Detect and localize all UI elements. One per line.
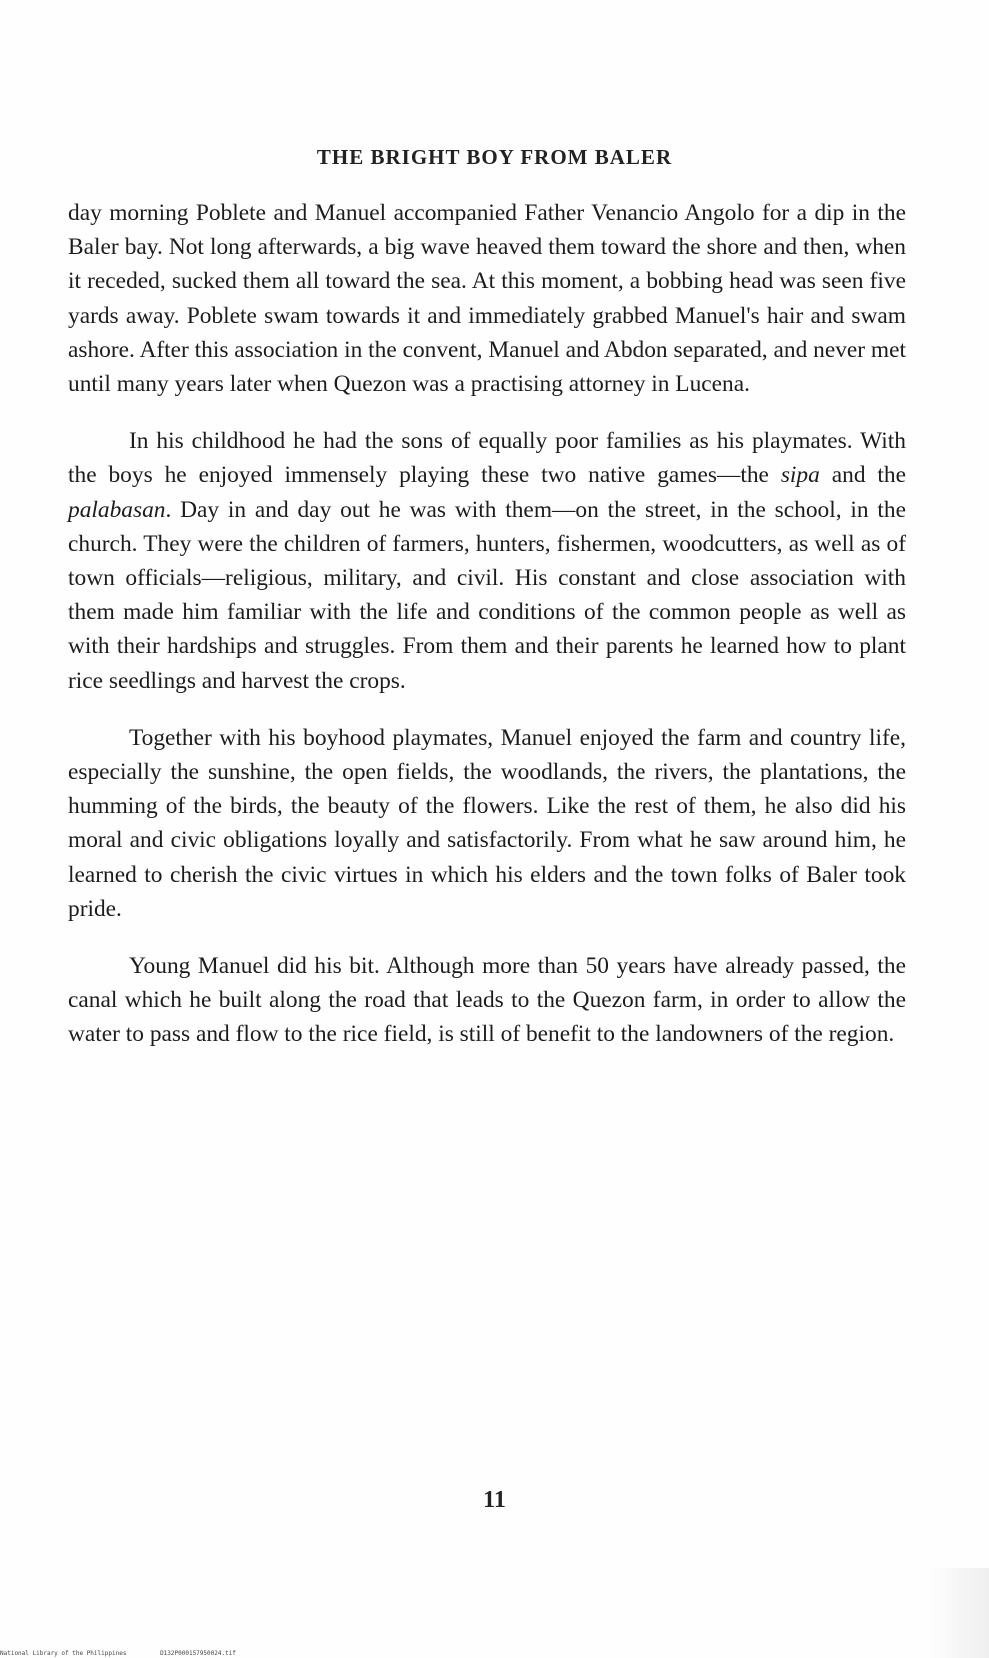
footer-institution: National Library of the Philippines xyxy=(0,1650,127,1657)
italic-term: sipa xyxy=(780,462,820,489)
footer-file-id: D132P000157950024.tif xyxy=(160,1650,236,1657)
page-number: 11 xyxy=(483,1487,506,1513)
running-title: THE BRIGHT BOY FROM BALER xyxy=(316,145,673,169)
paragraph-3: Together with his boyhood playmates, Manuel enjoyed the farm and country life, especially the sunshine, the open fields, the woodlands, the rivers, the plantations, the humming of the birds, the beauty of the flowers. Like the rest of them, he also did his moral and civic obligations loyally and satisfactorily. From what he saw around him, he learned to cherish the civic virtues in which his elders and the town folks of Baler took pride. xyxy=(68,724,906,922)
italic-term: palabasan xyxy=(68,496,166,523)
paragraph-1: day morning Poblete and Manuel accompanied Father Venancio Angolo for a dip in the Baler bay. Not long afterwards, a big wave heaved them toward the shore and then, when it receded, sucked them all toward the sea. At this moment, a bobbing head was seen five yards away. Poblete swam towards it and immediately grabbed Manuel's hair and swam ashore. After this association in the convent, Manuel and Abdon separated, and never met until many years later when Quezon was a practising attorney in Lucena. xyxy=(68,200,906,398)
scan-shadow xyxy=(929,1568,989,1658)
scan-footer xyxy=(0,1650,236,1657)
body-text xyxy=(68,196,906,1075)
paragraph-2: In his childhood he had the sons of equally poor families as his playmates. With the boys he enjoyed immensely playing these two native games—the sipa and the palabasan. Day in and day out he was with them—on the street, in the school, in the church. They were the children of farmers, hunters, fishermen, woodcutters, as well as of town officials—religious, military, and civil. His constant and close association with them made him familiar with the life and conditions of the common people as well as with their hardships and struggles. From them and their parents he learned how to plant rice seedlings and harvest the crops. xyxy=(68,428,906,694)
paragraph-4: Young Manuel did his bit. Although more than 50 years have already passed, the canal which he built along the road that leads to the Quezon farm, in order to allow the water to pass and flow to the rice field, is still of benefit to the landowners of the region. xyxy=(68,953,906,1048)
